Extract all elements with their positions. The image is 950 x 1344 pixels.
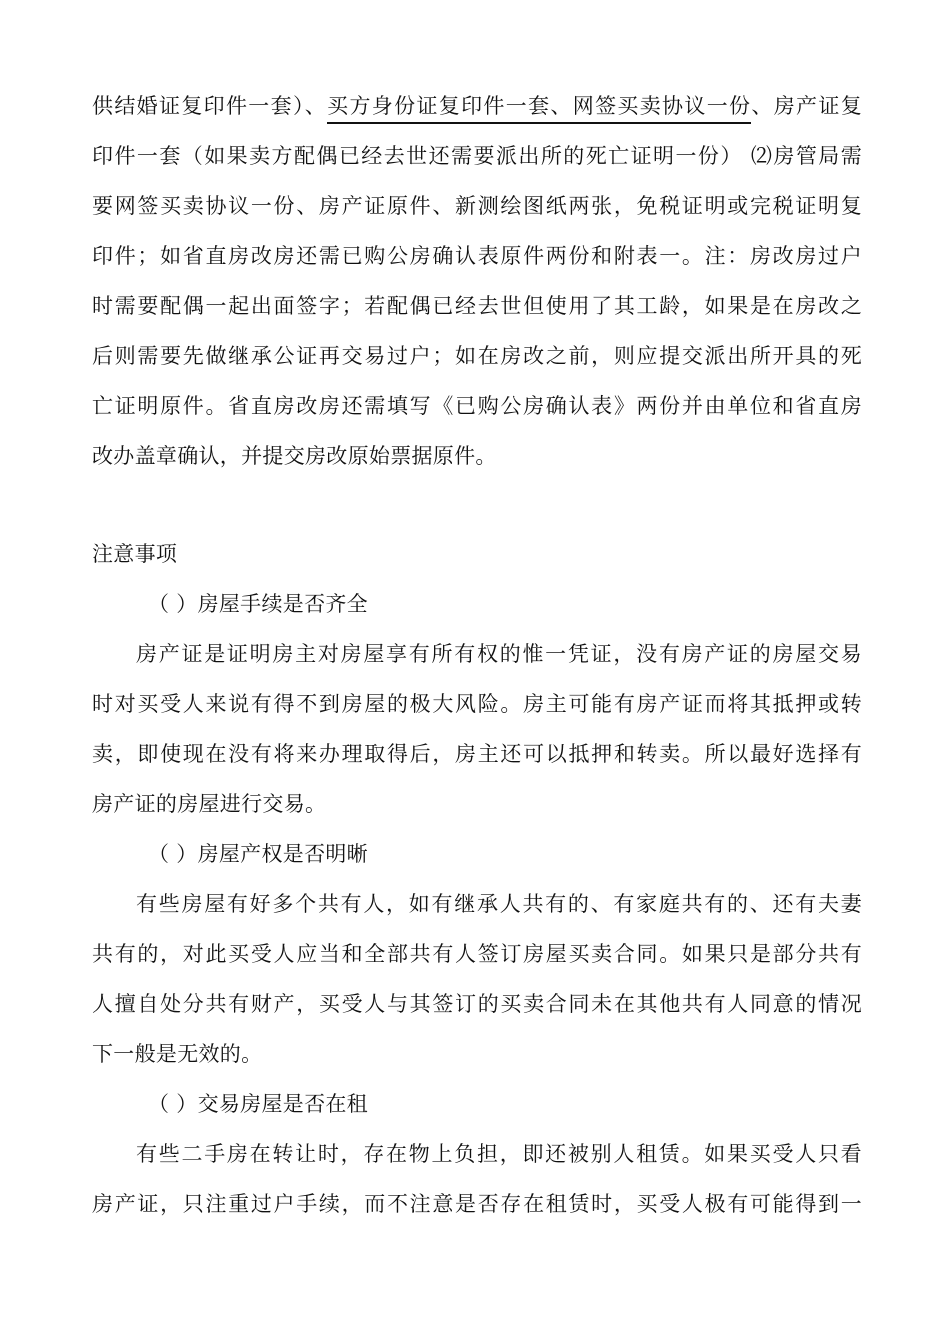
underlined-text-segment: 买方身份证复印件一套、网签买卖协议一份 [327, 94, 751, 124]
intro-text-segment: 供结婚证复印件一套）、 [92, 94, 328, 118]
paragraph-line: 房产证，只注重过户手续，而不注意是否存在租赁时，买受人极有可能得到一 [92, 1192, 862, 1216]
paragraph-line: 房产证的房屋进行交易。 [92, 792, 327, 816]
paragraph-line: 时对买受人来说有得不到房屋的极大风险。房主可能有房产证而将其抵押或转 [92, 692, 862, 716]
section-title: （ ）房屋产权是否明晰 [148, 842, 368, 866]
section-title: （ ）房屋手续是否齐全 [148, 592, 368, 616]
intro-line: 时需要配偶一起出面签字；若配偶已经去世但使用了其工龄，如果是在房改之 [92, 294, 862, 318]
intro-line: 印件；如省直房改房还需已购公房确认表原件两份和附表一。注：房改房过户 [92, 244, 862, 268]
intro-line: 后则需要先做继承公证再交易过户；如在房改之前，则应提交派出所开具的死 [92, 344, 862, 368]
intro-line: 要网签买卖协议一份、房产证原件、新测绘图纸两张，免税证明或完税证明复 [92, 194, 862, 218]
notes-heading: 注意事项 [92, 542, 178, 566]
document-page [92, 81, 862, 1229]
paragraph-line: 有些房屋有好多个共有人，如有继承人共有的、有家庭共有的、还有夫妻 [136, 892, 862, 916]
intro-line [92, 81, 862, 131]
paragraph-line: 下一般是无效的。 [92, 1042, 263, 1066]
paragraph-line: 共有的，对此买受人应当和全部共有人签订房屋买卖合同。如果只是部分共有 [92, 942, 862, 966]
paragraph-line: 卖，即使现在没有将来办理取得后，房主还可以抵押和转卖。所以最好选择有 [92, 742, 862, 766]
paragraph-line: 有些二手房在转让时，存在物上负担，即还被别人租赁。如果买受人只看 [136, 1142, 862, 1166]
intro-line: 印件一套（如果卖方配偶已经去世还需要派出所的死亡证明一份） ⑵房管局需 [92, 144, 862, 168]
intro-line: 改办盖章确认，并提交房改原始票据原件。 [92, 444, 497, 468]
paragraph-line: 人擅自处分共有财产，买受人与其签订的买卖合同未在其他共有人同意的情况 [92, 992, 862, 1016]
section-title: （ ）交易房屋是否在租 [148, 1092, 368, 1116]
paragraph-line: 房产证是证明房主对房屋享有所有权的惟一凭证，没有房产证的房屋交易 [136, 642, 862, 666]
section-gap [92, 481, 862, 529]
intro-line: 亡证明原件。省直房改房还需填写《已购公房确认表》两份并由单位和省直房 [92, 394, 862, 418]
intro-text-segment: 、房产证复 [751, 94, 862, 118]
